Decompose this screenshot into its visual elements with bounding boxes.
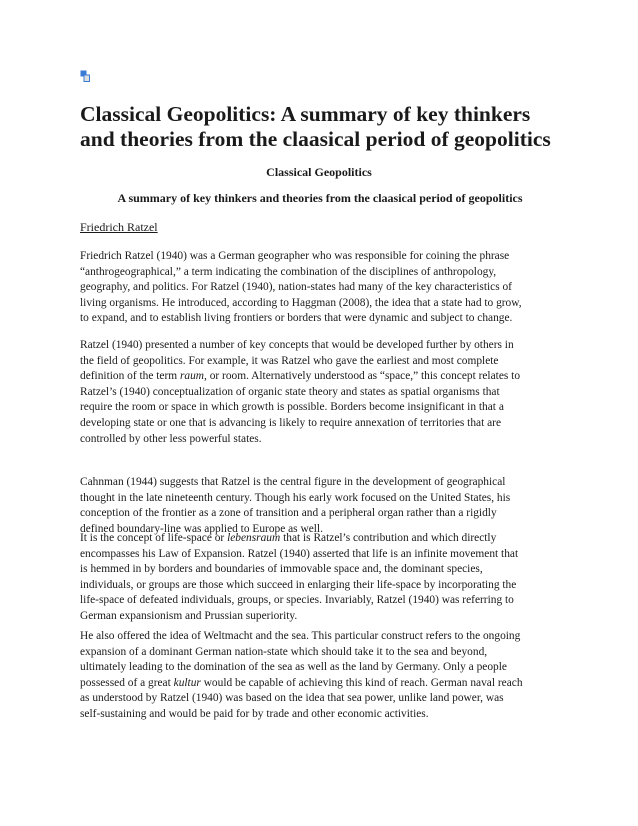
paragraph-line: the field of geopolitics. For example, it was Ratzel who gave the earliest and most complete [80,354,499,367]
paragraph-line: living organisms. He introduced, according to Haggman (2008), the idea that a state had to grow, [80,296,522,309]
paragraph-line: German expansionism and Prussian superiority. [80,609,298,622]
paragraph-line: to expand, and to establish living frontiers or borders that were dynamic and subject to change. [80,312,513,325]
paragraph-line: developing state or one that is advancing is likely to require annexation of territories that are [80,416,501,429]
paragraph-line: require the room or space in which growth is possible. Borders become insignificant in that a [80,401,504,414]
paragraph-line: It is the concept of life-space or lebensraum that is Ratzel’s contribution and which directly [80,532,497,544]
document-title: Classical Geopolitics: A summary of key thinkers and theories from the claasical period of geopolitics [80,102,551,151]
paragraph [80,475,558,537]
paragraph-line: ultimately leading to the domination of the sea as well as the land by Germany. Only a people [80,661,507,674]
paragraph [80,629,558,723]
paragraph-line: “anthrogeographical,” a term indicating the combination of the disciplines of anthropology, [80,265,497,278]
paragraph-line: Ratzel’s (1940) conceptualization of organic state theory and states as spatial organisms that [80,385,500,398]
paragraph-line: is hemmed in by borders and boundaries of immovable space and, the dominant species, [80,563,483,576]
summary-heading: A summary of key thinkers and theories from the claasical period of geopolitics [117,191,523,205]
paragraph [80,249,558,327]
paragraph-line: conception of the frontier as a zone of transition and a peripheral organ rather than a rigidly [80,507,497,520]
paragraph-line: individuals, or groups are those which succeed in enlarging their life-space by incorporating the [80,578,517,591]
paragraph-line: expansion of a dominant German nation-state which should take it to the sea and beyond, [80,645,488,658]
paragraph-line: geography, and politics. For Ratzel (1940), nation-states had many of the key characteristics of [80,281,512,294]
paragraph-line: He also offered the idea of Weltmacht and the sea. This particular construct refers to the ongoing [80,630,521,642]
broken-image-icon [80,70,90,82]
document-subtitle: Classical Geopolitics [266,165,372,179]
paragraph-line: Friedrich Ratzel (1940) was a German geographer who was responsible for coining the phrase [80,250,510,262]
paragraph-line: self-sustaining and would be paid for by trade and other economic activities. [80,707,429,720]
paragraph-line: controlled by other less powerful states. [80,432,262,445]
paragraph-line: encompasses his Law of Expansion. Ratzel (1940) asserted that life is an infinite movement that [80,547,519,560]
paragraph-line: Cahnman (1944) suggests that Ratzel is the central figure in the development of geographical [80,476,506,488]
section-heading: Friedrich Ratzel [80,220,158,234]
paragraph-line: definition of the term raum, or room. Alternatively understood as “space,” this concept relates to [80,370,521,383]
paragraph-line: life-space of defeated individuals, groups, or species. Invariably, Ratzel (1940) was referring to [80,594,514,607]
paragraph [80,338,558,447]
paragraph-line: thought in the late nineteenth century. Though his early work focused on the United States, his [80,491,511,504]
paragraph-line: as understood by Ratzel (1940) was based on the idea that sea power, unlike land power, was [80,692,504,705]
paragraph [80,531,558,625]
paragraph-line: Ratzel (1940) presented a number of key concepts that would be developed further by others in [80,339,514,351]
paragraph-line: possessed of a great kultur would be capable of achieving this kind of reach. German naval reach [80,676,523,689]
paragraph-line: defined boundary-line was applied to Europe as well. [80,522,323,535]
